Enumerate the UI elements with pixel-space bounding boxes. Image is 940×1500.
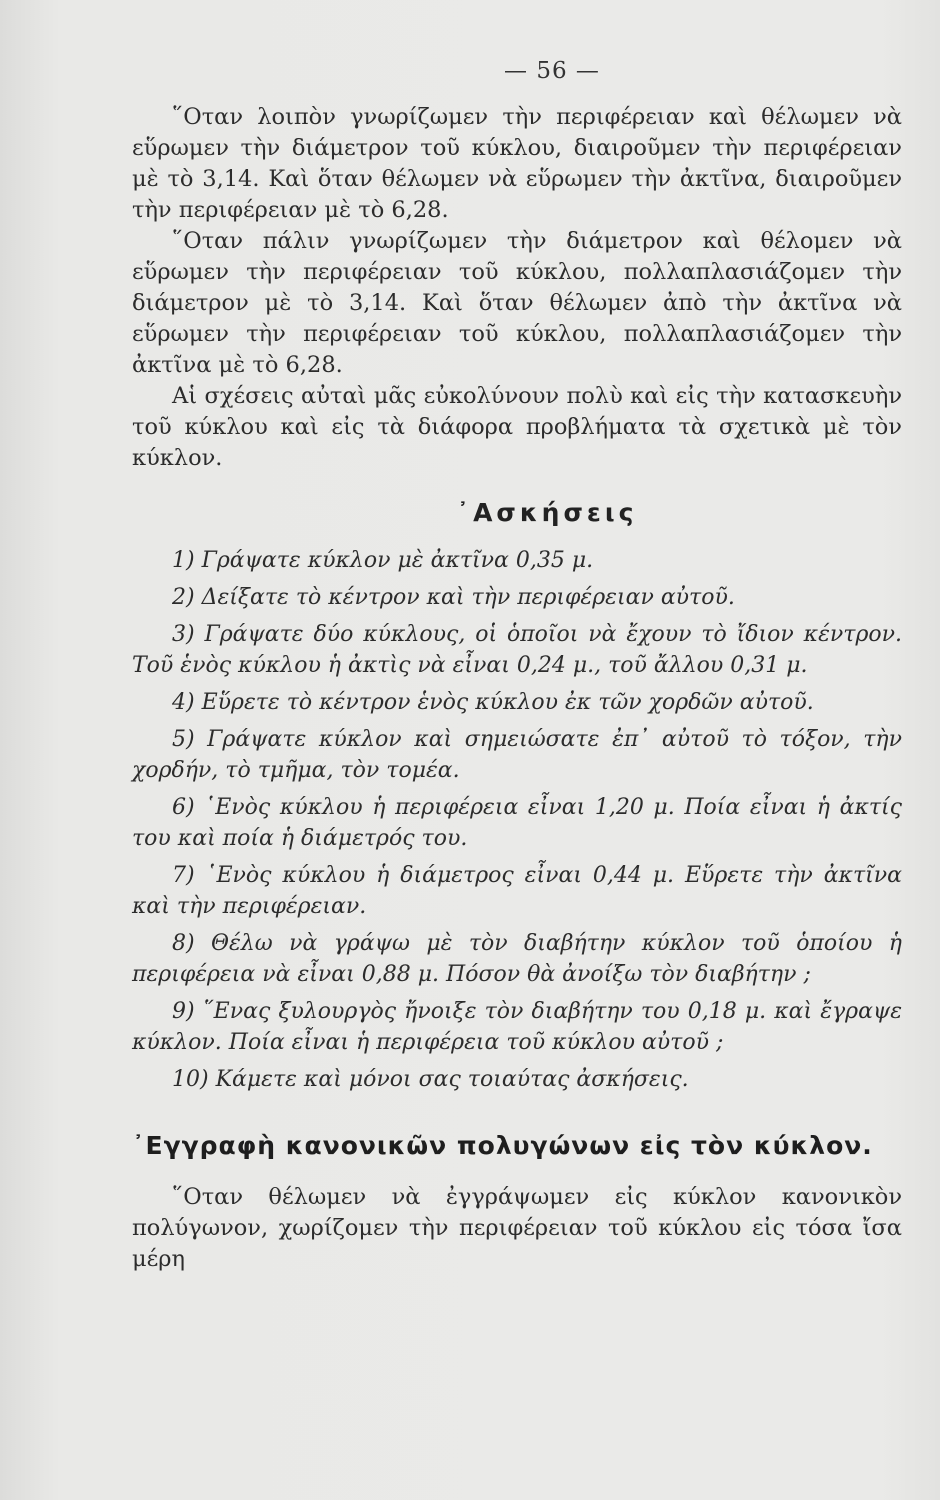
exercise-10: 10) Κάμετε καὶ μόνοι σας τοιαύτας ἀσκήσεις. xyxy=(172,1067,689,1092)
exercise-5: 5) Γράψατε κύκλον καὶ σημειώσατε ἐπ᾿ αὐτοῦ τὸ τόξον, τὴν χορδήν, τὸ τμῆμα, τὸν τομέα. xyxy=(132,727,902,783)
exercise-3: 3) Γράψατε δύο κύκλους, οἱ ὁποῖοι νὰ ἔχουν τὸ ἴδιον κέντρον. Τοῦ ἑνὸς κύκλου ἡ ἀκτὶς νὰ εἶναι 0,24 μ., τοῦ ἄλλου 0,31 μ. xyxy=(132,622,902,678)
exercise-6: 6) ῾Ενὸς κύκλου ἡ περιφέρεια εἶναι 1,20 μ. Ποία εἶναι ἡ ἀκτίς του καὶ ποία ἡ διάμετρός του. xyxy=(132,795,902,851)
exercises-heading: ᾿Ασκήσεις xyxy=(456,498,638,527)
exercise-7: 7) ῾Ενὸς κύκλου ἡ διάμετρος εἶναι 0,44 μ. Εὕρετε τὴν ἀκτῖνα καὶ τὴν περιφέρειαν. xyxy=(132,863,902,919)
exercise-8: 8) Θέλω νὰ γράψω μὲ τὸν διαβήτην κύκλον τοῦ ὁποίου ἡ περιφέρεια νὰ εἶναι 0,88 μ. Πόσον θὰ ἀνοίξω τὸν διαβήτην ; xyxy=(132,931,902,987)
intro-paragraph-2: ῞Οταν πάλιν γνωρίζωμεν τὴν διάμετρον καὶ θέλομεν νὰ εὕρωμεν τὴν περιφέρειαν τοῦ κύκλου, πολλαπλασιάζομεν τὴν διάμετρον μὲ τὸ 3,14. Καὶ ὅταν θέλωμεν ἀπὸ τὴν ἀκτῖνα νὰ εὕρωμεν τὴν περιφέρειαν τοῦ κύκλου, πολλαπλασιάζομεν τὴν ἀκτῖνα μὲ τὸ 6,28. xyxy=(132,228,902,378)
page-number: — 56 — xyxy=(504,58,600,84)
final-paragraph: ῞Οταν θέλωμεν νὰ ἐγγράψωμεν εἰς κύκλον κανονικὸν πολύγωνον, χωρίζομεν τὴν περιφέρειαν τοῦ κύκλου εἰς τόσα ἴσα μέρη xyxy=(132,1184,902,1272)
exercise-2: 2) Δείξατε τὸ κέντρον καὶ τὴν περιφέρειαν αὐτοῦ. xyxy=(172,585,735,610)
section-heading: ᾿Εγγραφὴ κανονικῶν πολυγώνων εἰς τὸν κύκλον. xyxy=(132,1131,873,1160)
exercise-4: 4) Εὕρετε τὸ κέντρον ἑνὸς κύκλου ἐκ τῶν χορδῶν αὐτοῦ. xyxy=(172,690,814,715)
intro-paragraph-1: ῞Οταν λοιπὸν γνωρίζωμεν τὴν περιφέρειαν καὶ θέλωμεν νὰ εὕρωμεν τὴν διάμετρον τοῦ κύκλου, διαιροῦμεν τὴν περιφέρειαν μὲ τὸ 3,14. Καὶ ὅταν θέλωμεν νὰ εὕρωμεν τὴν ἀκτῖνα, διαιροῦμεν τὴν περιφέρειαν μὲ τὸ 6,28. xyxy=(132,104,902,223)
exercise-9: 9) ῞Ενας ξυλουργὸς ἤνοιξε τὸν διαβήτην του 0,18 μ. καὶ ἔγραψε κύκλον. Ποία εἶναι ἡ περιφέρεια τοῦ κύκλου αὐτοῦ ; xyxy=(132,999,902,1055)
intro-paragraph-3: Αἱ σχέσεις αὐταὶ μᾶς εὐκολύνουν πολὺ καὶ εἰς τὴν κατασκευὴν τοῦ κύκλου καὶ εἰς τὰ διάφορα προβλήματα τὰ σχετικὰ μὲ τὸν κύκλον. xyxy=(132,383,902,471)
exercise-1: 1) Γράψατε κύκλον μὲ ἀκτῖνα 0,35 μ. xyxy=(172,548,594,573)
